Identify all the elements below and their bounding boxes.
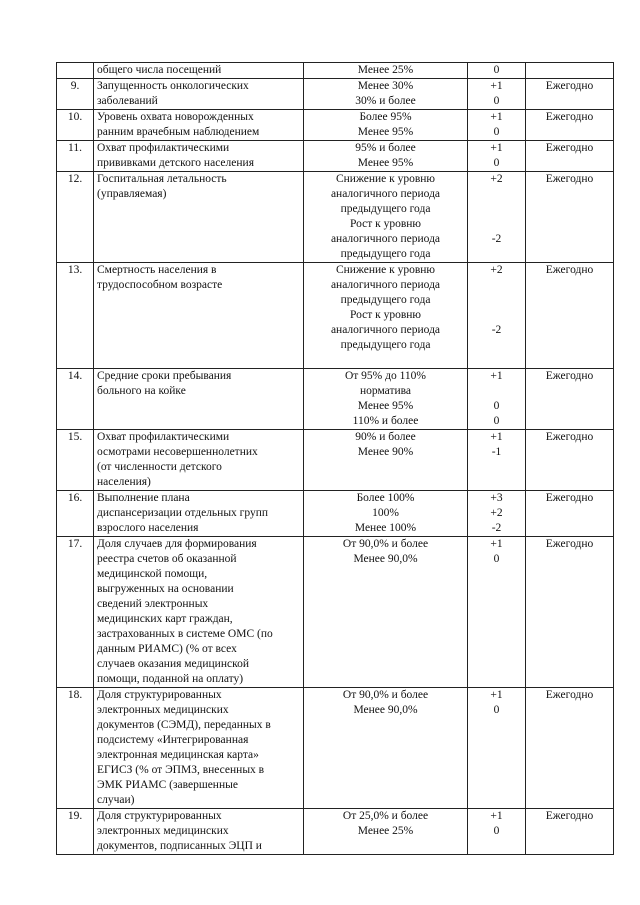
- indicator-name-cell-line: застрахованных в системе ОМС (по: [97, 628, 273, 640]
- indicator-name-cell-line: документов (СЭМД), переданных в: [97, 719, 271, 731]
- criteria-cell: [304, 537, 468, 688]
- points-cell-line: 0: [493, 64, 500, 76]
- indicator-name-cell-line: сведений электронных: [97, 598, 209, 610]
- indicator-name-cell: [94, 809, 304, 855]
- indicator-name-cell-line: данным РИАМС) (% от всех: [97, 643, 237, 655]
- criteria-cell: [304, 688, 468, 809]
- criteria-cell: [304, 172, 468, 263]
- row-number-cell: 11.: [57, 141, 94, 172]
- indicator-name-cell-line: медицинской помощи,: [97, 568, 208, 580]
- points-cell-line: -1: [491, 446, 502, 458]
- points-cell-line: 0: [493, 415, 500, 427]
- indicator-name-cell: [94, 172, 304, 263]
- criteria-cell-line: предыдущего года: [340, 203, 431, 215]
- indicator-name-cell-line: заболеваний: [97, 95, 158, 107]
- indicator-name-cell-line: общего числа посещений: [97, 64, 222, 76]
- points-cell-line: 0: [493, 825, 500, 837]
- criteria-cell: [304, 491, 468, 537]
- indicator-name-cell-line: случаев оказания медицинской: [97, 658, 249, 670]
- indicator-name-cell: [94, 63, 304, 79]
- criteria-cell-line: От 90,0% и более: [342, 689, 429, 701]
- indicator-name-cell-line: Охват профилактическими: [97, 431, 230, 443]
- row-number-cell: 19.: [57, 809, 94, 855]
- indicator-name-cell-line: Средние сроки пребывания: [97, 370, 232, 382]
- indicator-name-cell-line: Выполнение плана: [97, 492, 190, 504]
- indicator-name-cell-line: (управляемая): [97, 188, 167, 200]
- criteria-cell-line: Менее 95%: [357, 157, 414, 169]
- criteria-cell-line: 95% и более: [355, 142, 416, 154]
- criteria-cell-line: аналогичного периода: [330, 279, 441, 291]
- points-cell-line: +2: [490, 507, 503, 519]
- criteria-cell: [304, 430, 468, 491]
- points-cell-line: [471, 187, 522, 202]
- criteria-cell: [304, 110, 468, 141]
- indicator-name-cell: [94, 110, 304, 141]
- points-cell-line: [471, 308, 522, 323]
- indicator-name-cell-line: Доля структурированных: [97, 810, 222, 822]
- points-cell-line: 0: [493, 553, 500, 565]
- indicator-name-cell: [94, 369, 304, 430]
- points-cell-line: 0: [493, 126, 500, 138]
- criteria-cell-line: От 95% до 110%: [344, 370, 427, 382]
- period-cell: Ежегодно: [526, 809, 614, 855]
- criteria-table: [56, 62, 614, 855]
- points-cell: [468, 141, 526, 172]
- points-cell-line: -2: [491, 233, 502, 245]
- criteria-cell-line: Более 95%: [359, 111, 412, 123]
- points-cell: [468, 430, 526, 491]
- criteria-cell-line: Рост к уровню: [349, 309, 422, 321]
- points-cell: [468, 63, 526, 79]
- table-row: [57, 809, 614, 855]
- row-number-cell: 18.: [57, 688, 94, 809]
- points-cell: [468, 809, 526, 855]
- points-cell-line: 0: [493, 704, 500, 716]
- criteria-cell-line: Менее 95%: [357, 400, 414, 412]
- criteria-cell-line: Менее 90,0%: [353, 553, 418, 565]
- points-cell: [468, 172, 526, 263]
- table-row: [57, 369, 614, 430]
- criteria-cell-line: предыдущего года: [340, 248, 431, 260]
- table-row: [57, 263, 614, 369]
- indicator-name-cell-line: электронных медицинских: [97, 825, 229, 837]
- points-cell-line: 0: [493, 400, 500, 412]
- criteria-cell-line: 90% и более: [355, 431, 416, 443]
- criteria-cell-line: От 90,0% и более: [342, 538, 429, 550]
- indicator-name-cell-line: медицинских карт граждан,: [97, 613, 233, 625]
- table-row: [57, 491, 614, 537]
- indicator-name-cell-line: осмотрами несовершеннолетних: [97, 446, 258, 458]
- points-cell: [468, 688, 526, 809]
- period-cell: [526, 63, 614, 79]
- table-row: [57, 79, 614, 110]
- table-row: [57, 688, 614, 809]
- period-cell: Ежегодно: [526, 369, 614, 430]
- indicator-name-cell-line: (от численности детского: [97, 461, 222, 473]
- criteria-cell-line: Более 100%: [356, 492, 415, 504]
- indicator-name-cell: [94, 537, 304, 688]
- criteria-cell-line: аналогичного периода: [330, 324, 441, 336]
- criteria-cell-line: Менее 95%: [357, 126, 414, 138]
- row-number-cell: 17.: [57, 537, 94, 688]
- points-cell: [468, 263, 526, 369]
- points-cell-line: [471, 278, 522, 293]
- indicator-name-cell-line: ЕГИСЗ (% от ЭПМЗ, внесенных в: [97, 764, 265, 776]
- indicator-name-cell-line: взрослого населения: [97, 522, 199, 534]
- criteria-cell-line: Менее 90%: [357, 446, 414, 458]
- indicator-name-cell-line: выгруженных на основании: [97, 583, 234, 595]
- criteria-cell-line: [307, 353, 464, 368]
- table-row: [57, 110, 614, 141]
- points-cell-line: +1: [490, 80, 503, 92]
- indicator-name-cell: [94, 430, 304, 491]
- criteria-cell: [304, 369, 468, 430]
- criteria-cell-line: Снижение к уровню: [335, 264, 436, 276]
- points-cell: [468, 491, 526, 537]
- table-row: [57, 141, 614, 172]
- period-cell: Ежегодно: [526, 172, 614, 263]
- criteria-cell-line: Снижение к уровню: [335, 173, 436, 185]
- criteria-cell-line: аналогичного периода: [330, 233, 441, 245]
- indicator-name-cell-line: прививками детского населения: [97, 157, 254, 169]
- indicator-name-cell-line: документов, подписанных ЭЦП и: [97, 840, 262, 852]
- indicator-name-cell: [94, 141, 304, 172]
- indicator-name-cell-line: ЭМК РИАМС (завершенные: [97, 779, 238, 791]
- period-cell: Ежегодно: [526, 263, 614, 369]
- indicator-name-cell: [94, 688, 304, 809]
- criteria-cell-line: 100%: [372, 507, 399, 519]
- indicator-name-cell-line: диспансеризации отдельных групп: [97, 507, 269, 519]
- criteria-cell-line: Менее 30%: [357, 80, 414, 92]
- criteria-cell-line: норматива: [359, 385, 412, 397]
- indicator-name-cell-line: реестра счетов об оказанной: [97, 553, 237, 565]
- criteria-cell-line: 110% и более: [352, 415, 419, 427]
- period-cell: Ежегодно: [526, 688, 614, 809]
- points-cell-line: -2: [491, 522, 502, 534]
- points-cell: [468, 537, 526, 688]
- row-number-cell: 14.: [57, 369, 94, 430]
- points-cell-line: +1: [490, 142, 503, 154]
- points-cell: [468, 369, 526, 430]
- points-cell-line: +1: [490, 689, 503, 701]
- indicator-name-cell-line: случаи): [97, 794, 135, 806]
- points-cell: [468, 110, 526, 141]
- indicator-name-cell: [94, 79, 304, 110]
- criteria-cell: [304, 63, 468, 79]
- criteria-cell-line: Менее 25%: [357, 64, 414, 76]
- period-cell: Ежегодно: [526, 491, 614, 537]
- points-cell-line: +1: [490, 538, 503, 550]
- criteria-cell-line: аналогичного периода: [330, 188, 441, 200]
- criteria-cell-line: 30% и более: [355, 95, 416, 107]
- document-page: [56, 62, 613, 855]
- criteria-cell: [304, 141, 468, 172]
- points-cell-line: [471, 293, 522, 308]
- criteria-cell-line: предыдущего года: [340, 339, 431, 351]
- indicator-name-cell-line: населения): [97, 476, 151, 488]
- period-cell: Ежегодно: [526, 537, 614, 688]
- points-cell-line: -2: [491, 324, 502, 336]
- row-number-cell: [57, 63, 94, 79]
- indicator-name-cell-line: подсистему «Интегрированная: [97, 734, 249, 746]
- indicator-name-cell-line: Смертность населения в: [97, 264, 217, 276]
- points-cell-line: +1: [490, 111, 503, 123]
- period-cell: Ежегодно: [526, 430, 614, 491]
- indicator-name-cell: [94, 491, 304, 537]
- criteria-cell-line: От 25,0% и более: [342, 810, 429, 822]
- row-number-cell: 13.: [57, 263, 94, 369]
- indicator-name-cell-line: помощи, поданной на оплату): [97, 673, 244, 685]
- period-cell: Ежегодно: [526, 79, 614, 110]
- points-cell-line: +1: [490, 810, 503, 822]
- points-cell-line: 0: [493, 157, 500, 169]
- indicator-name-cell-line: Охват профилактическими: [97, 142, 230, 154]
- period-cell: Ежегодно: [526, 110, 614, 141]
- points-cell-line: [471, 202, 522, 217]
- table-row: [57, 63, 614, 79]
- indicator-name-cell-line: ранним врачебным наблюдением: [97, 126, 260, 138]
- criteria-cell-line: Менее 100%: [354, 522, 417, 534]
- criteria-cell-line: Менее 90,0%: [353, 704, 418, 716]
- row-number-cell: 15.: [57, 430, 94, 491]
- criteria-cell-line: Рост к уровню: [349, 218, 422, 230]
- points-cell-line: [471, 217, 522, 232]
- indicator-name-cell-line: Уровень охвата новорожденных: [97, 111, 254, 123]
- table-row: [57, 172, 614, 263]
- row-number-cell: 16.: [57, 491, 94, 537]
- table-row: [57, 537, 614, 688]
- points-cell-line: 0: [493, 95, 500, 107]
- indicator-name-cell-line: электронная медицинская карта»: [97, 749, 259, 761]
- indicator-name-cell-line: Запущенность онкологических: [97, 80, 249, 92]
- points-cell-line: +2: [490, 264, 503, 276]
- criteria-cell: [304, 809, 468, 855]
- indicator-name-cell-line: Доля случаев для формирования: [97, 538, 257, 550]
- indicator-name-cell-line: трудоспособном возрасте: [97, 279, 223, 291]
- criteria-cell-line: предыдущего года: [340, 294, 431, 306]
- indicator-name-cell-line: Доля структурированных: [97, 689, 222, 701]
- indicator-name-cell: [94, 263, 304, 369]
- points-cell: [468, 79, 526, 110]
- points-cell-line: [471, 384, 522, 399]
- indicator-name-cell-line: электронных медицинских: [97, 704, 229, 716]
- criteria-cell: [304, 263, 468, 369]
- row-number-cell: 9.: [57, 79, 94, 110]
- period-cell: Ежегодно: [526, 141, 614, 172]
- indicator-name-cell-line: Госпитальная летальность: [97, 173, 227, 185]
- points-cell-line: +2: [490, 173, 503, 185]
- indicator-name-cell-line: больного на койке: [97, 385, 186, 397]
- row-number-cell: 10.: [57, 110, 94, 141]
- points-cell-line: +3: [490, 492, 503, 504]
- criteria-cell: [304, 79, 468, 110]
- table-row: [57, 430, 614, 491]
- points-cell-line: +1: [490, 431, 503, 443]
- criteria-cell-line: Менее 25%: [357, 825, 414, 837]
- row-number-cell: 12.: [57, 172, 94, 263]
- points-cell-line: +1: [490, 370, 503, 382]
